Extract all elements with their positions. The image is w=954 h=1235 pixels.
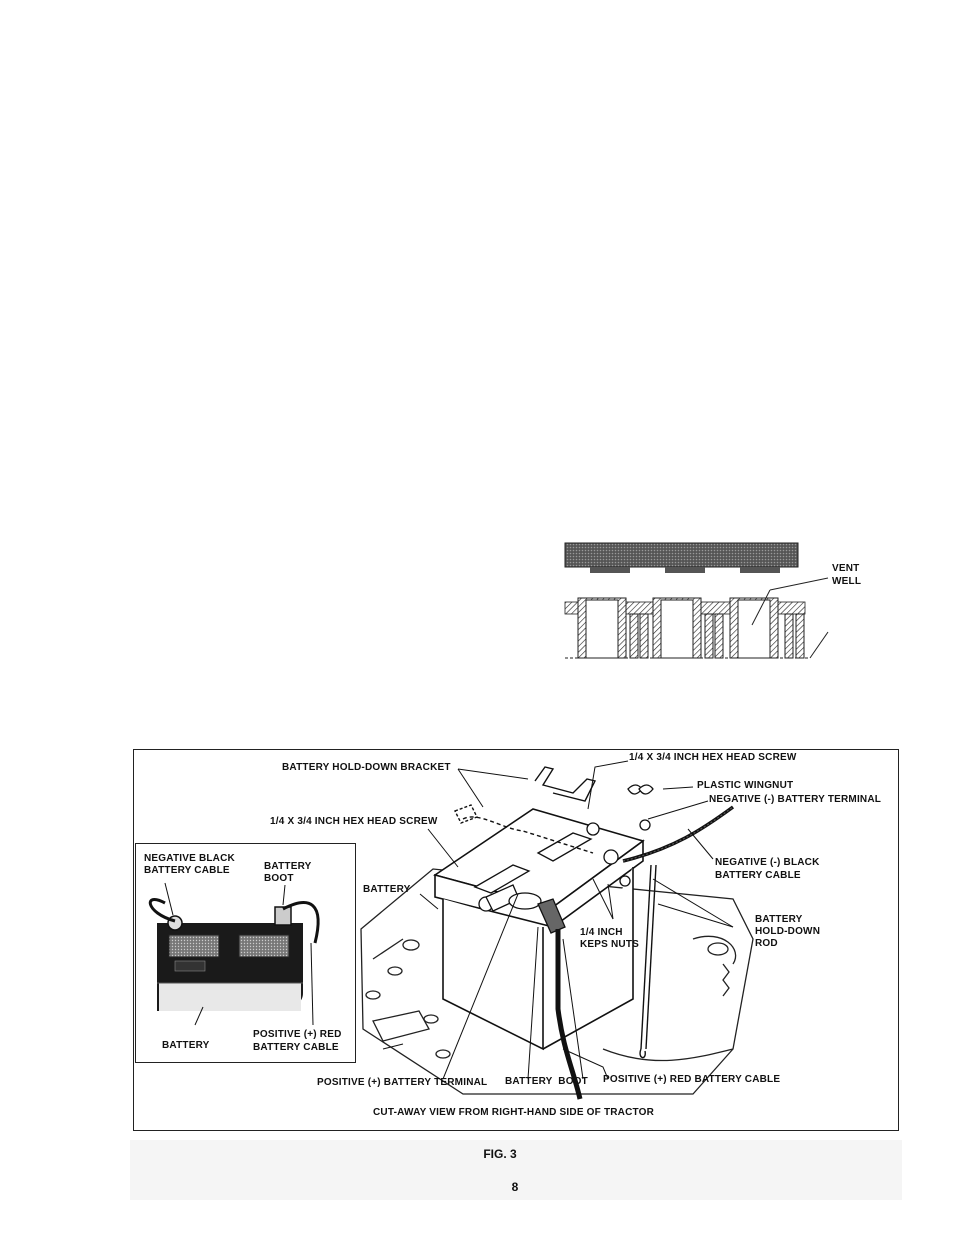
hold-down-rod-label-1: BATTERY [755, 914, 803, 925]
battery-label: BATTERY [363, 884, 411, 895]
neg-black-cable-label-1: NEGATIVE (-) BLACK [715, 857, 820, 868]
positive-terminal-label: POSITIVE (+) BATTERY TERMINAL [317, 1077, 488, 1088]
hold-down-rod-label-2: HOLD-DOWN [755, 926, 821, 937]
well-label: WELL [832, 576, 862, 587]
inset-pos-cable-label-1: POSITIVE (+) RED [253, 1029, 342, 1040]
vent-well-diagram [560, 540, 830, 665]
vent-label: VENT [832, 563, 860, 574]
view-caption-label: CUT-AWAY VIEW FROM RIGHT-HAND SIDE OF TRACTOR [373, 1107, 655, 1118]
positive-red-cable-label: POSITIVE (+) RED BATTERY CABLE [603, 1074, 781, 1085]
keps-nuts-label-1: 1/4 INCH [580, 927, 623, 938]
inset-pos-cable-label-2: BATTERY CABLE [253, 1042, 339, 1053]
negative-terminal-label: NEGATIVE (-) BATTERY TERMINAL [709, 794, 882, 805]
page-number: 8 [511, 1180, 519, 1194]
hex-screw-top-label: 1/4 X 3/4 INCH HEX HEAD SCREW [629, 752, 797, 763]
battery-boot-label: BATTERY BOOT [505, 1076, 588, 1087]
inset-battery-label: BATTERY [162, 1040, 210, 1051]
figure-caption: FIG. 3 [483, 1147, 517, 1161]
hold-down-rod-label-3: ROD [755, 938, 778, 949]
vent-cap [565, 543, 798, 567]
plastic-wingnut-label: PLASTIC WINGNUT [697, 780, 794, 791]
inset-neg-cable-label-1: NEGATIVE BLACK [144, 853, 235, 864]
keps-nuts-label-2: KEPS NUTS [580, 939, 640, 950]
inset-neg-cable-label-2: BATTERY CABLE [144, 865, 230, 876]
inset-boot-label-2: BOOT [264, 873, 294, 884]
neg-black-cable-label-2: BATTERY CABLE [715, 870, 801, 881]
hold-down-bracket-label: BATTERY HOLD-DOWN BRACKET [282, 762, 451, 773]
hex-screw-left-label: 1/4 X 3/4 INCH HEX HEAD SCREW [270, 816, 438, 827]
inset-boot-label-1: BATTERY [264, 861, 312, 872]
